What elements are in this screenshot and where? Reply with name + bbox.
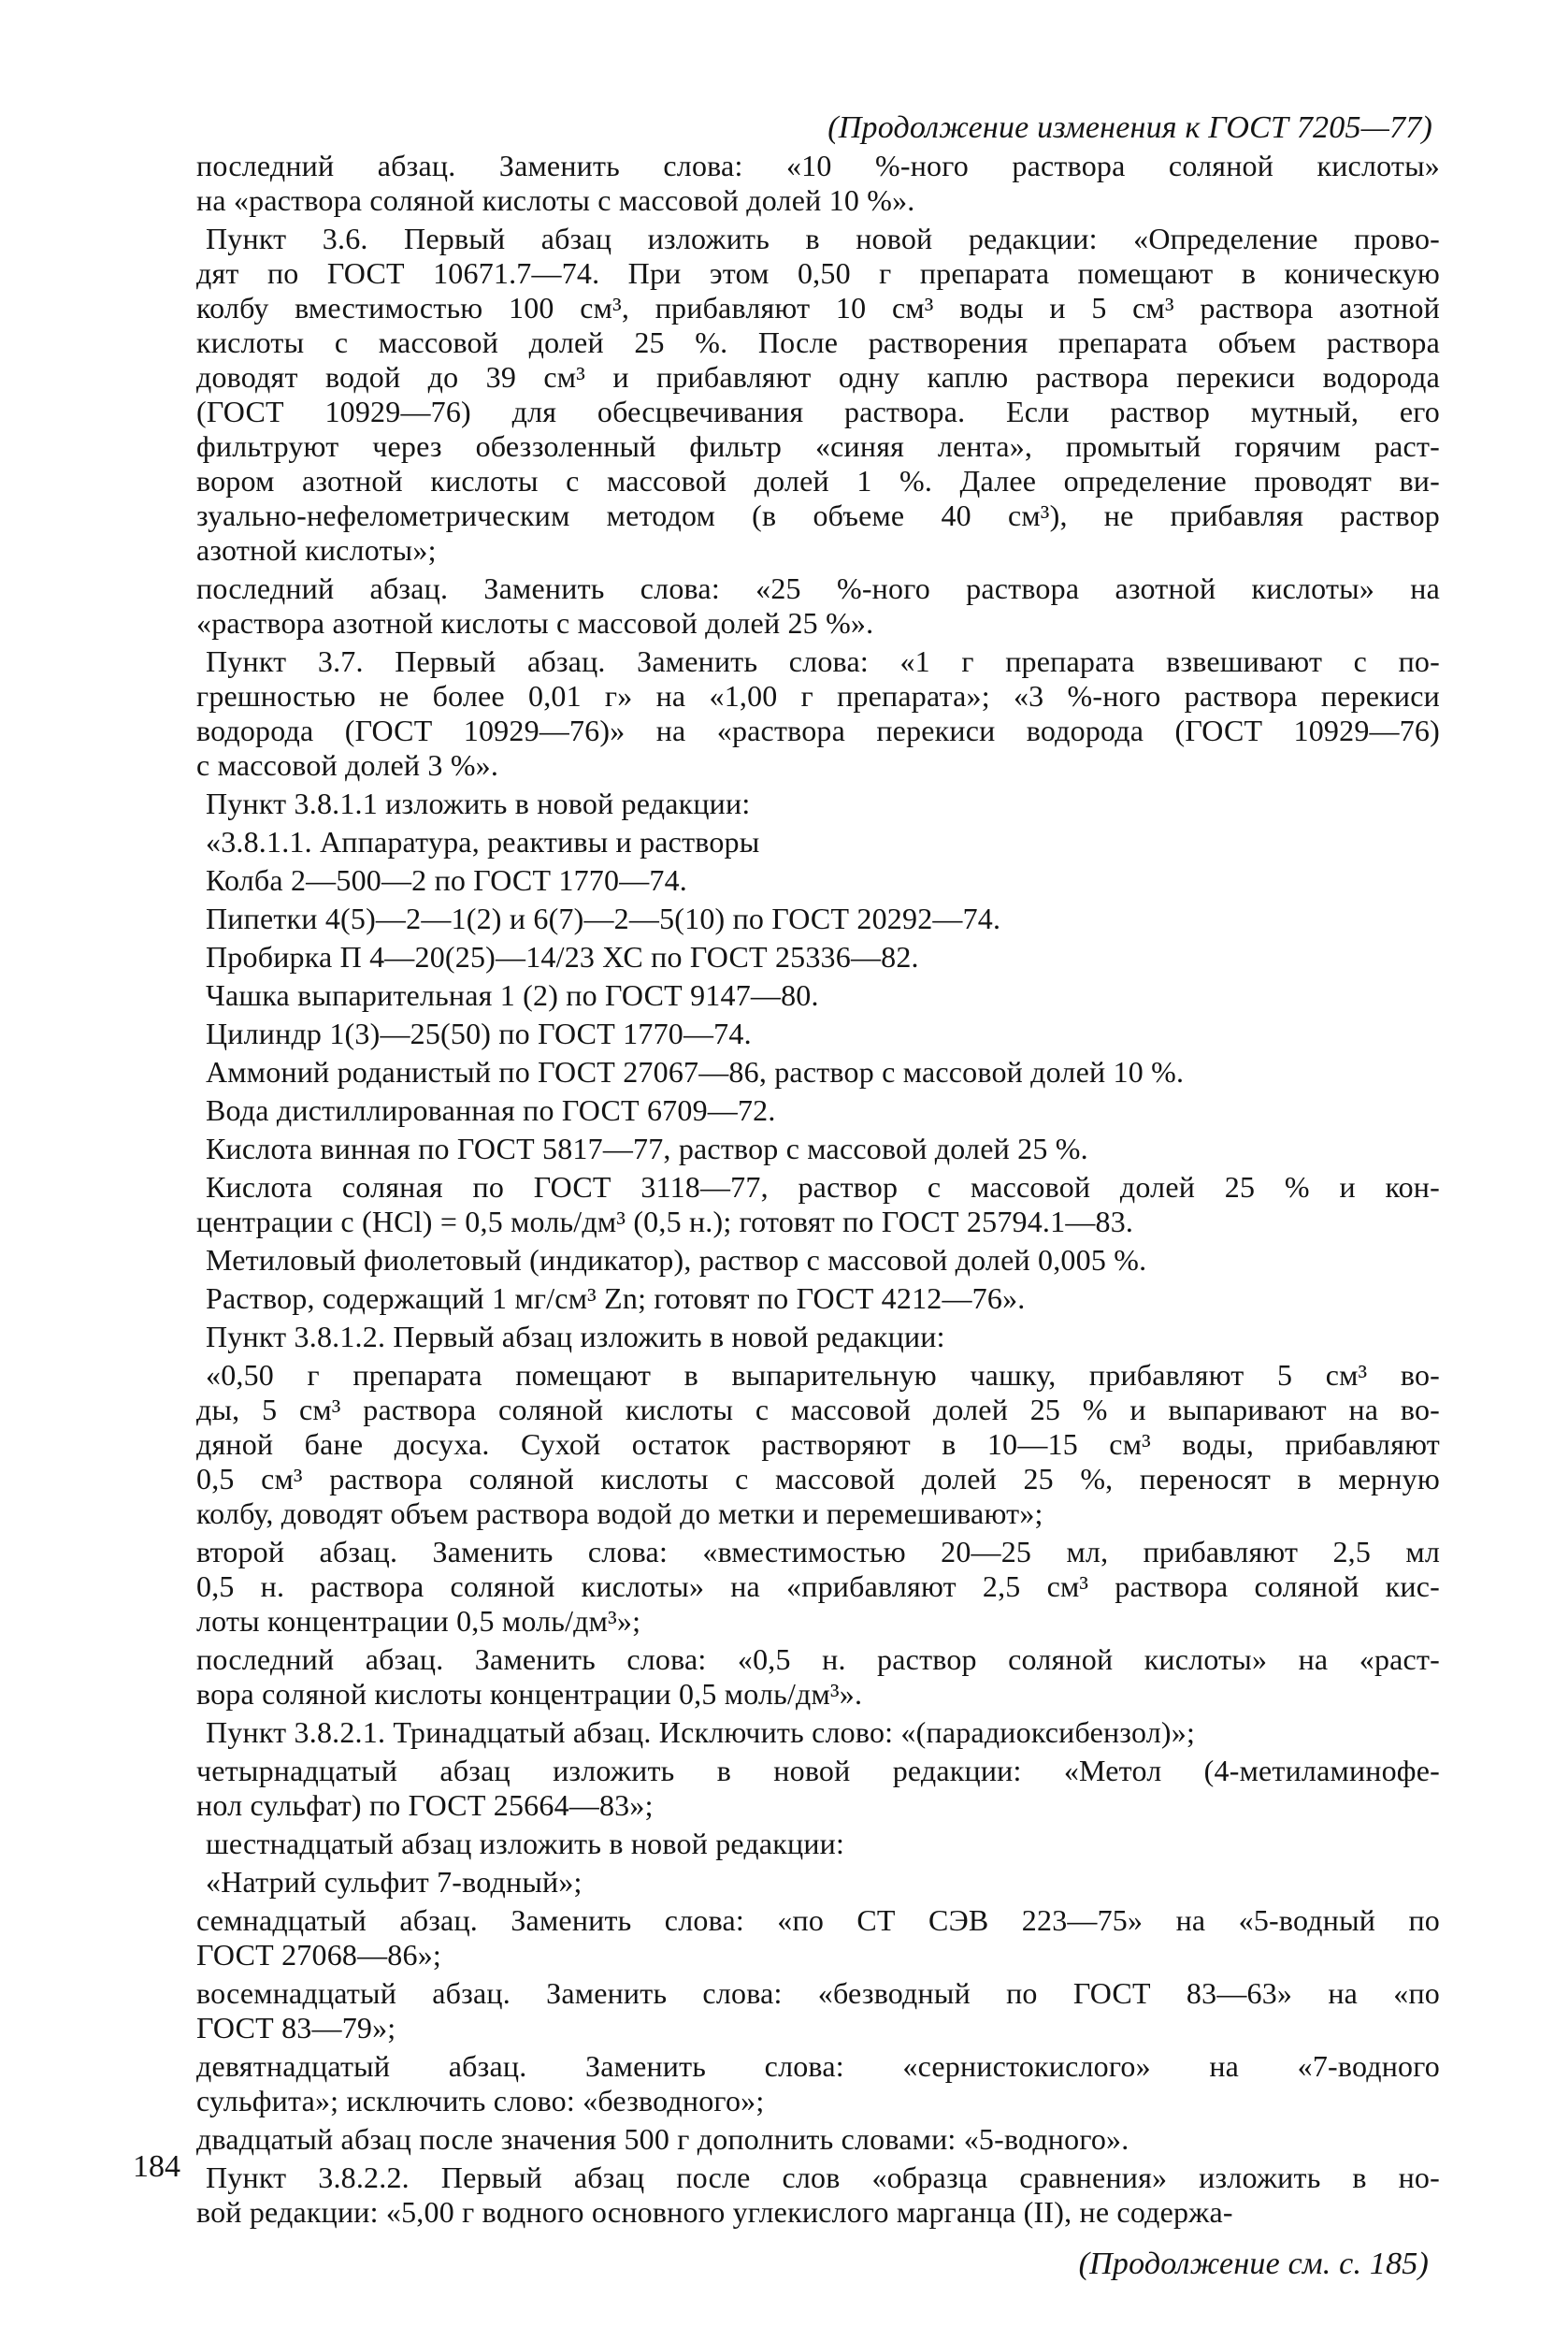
paragraph xyxy=(196,1976,1440,2045)
paragraph xyxy=(196,1642,1440,1712)
paragraph xyxy=(196,571,1440,641)
text-line: ГОСТ 27068—86»; xyxy=(196,1938,441,1972)
text-line: 0,5 см³ раствора соляной кислоты с массовой долей 25 %, переносят в мерную xyxy=(196,1462,1440,1496)
text-line: Аммоний роданистый по ГОСТ 27067—86, раствор с массовой долей 10 %. xyxy=(206,1055,1185,1089)
text-line: Пункт 3.6. Первый абзац изложить в новой редакции: «Определение прово- xyxy=(206,222,1440,255)
paragraph xyxy=(196,940,1440,975)
text-line: вора соляной кислоты концентрации 0,5 моль/дм³». xyxy=(196,1677,863,1711)
paragraph xyxy=(196,787,1440,821)
text-line: центрации с (HCl) = 0,5 моль/дм³ (0,5 н.); готовят по ГОСТ 25794.1—83. xyxy=(196,1205,1134,1238)
paragraph xyxy=(196,222,1440,568)
paragraph xyxy=(196,2160,1440,2230)
paragraph xyxy=(196,1132,1440,1166)
text-line: колбу вместимостью 100 см³, прибавляют 10 см³ воды и 5 см³ раствора азотной xyxy=(196,291,1440,325)
paragraph xyxy=(196,902,1440,936)
text-line: Пипетки 4(5)—2—1(2) и 6(7)—2—5(10) по ГОСТ 20292—74. xyxy=(206,902,1001,935)
text-line: 0,5 н. раствора соляной кислоты» на «прибавляют 2,5 см³ раствора соляной кис- xyxy=(196,1569,1440,1603)
text-line: Раствор, содержащий 1 мг/см³ Zn; готовят по ГОСТ 4212—76». xyxy=(206,1281,1026,1315)
text-line: нол сульфат) по ГОСТ 25664—83»; xyxy=(196,1788,654,1822)
text-line: Пункт 3.8.2.1. Тринадцатый абзац. Исключить слово: «(парадиоксибензол)»; xyxy=(206,1715,1196,1749)
paragraph xyxy=(196,825,1440,860)
text-line: лоты концентрации 0,5 моль/дм³»; xyxy=(196,1604,641,1638)
text-line: Пункт 3.8.2.2. Первый абзац после слов «образца сравнения» изложить в но- xyxy=(206,2160,1440,2194)
continuation-header: (Продолжение изменения к ГОСТ 7205—77) xyxy=(827,110,1432,145)
text-line: «Натрий сульфит 7-водный»; xyxy=(206,1865,583,1899)
text-line: грешностью не более 0,01 г» на «1,00 г препарата»; «3 %-ного раствора перекиси xyxy=(196,679,1440,713)
document-page xyxy=(196,110,1440,2281)
paragraph xyxy=(196,1715,1440,1750)
text-line: Кислота винная по ГОСТ 5817—77, раствор с массовой долей 25 %. xyxy=(206,1132,1088,1165)
text-line: второй абзац. Заменить слова: «вместимостью 20—25 мл, прибавляют 2,5 мл xyxy=(196,1535,1440,1568)
text-line: вором азотной кислоты с массовой долей 1 %. Далее определение проводят ви- xyxy=(196,464,1440,498)
text-line: четырнадцатый абзац изложить в новой редакции: «Метол (4-метиламинофе- xyxy=(196,1754,1440,1787)
text-line: Кислота соляная по ГОСТ 3118—77, раствор с массовой долей 25 % и кон- xyxy=(206,1170,1440,1204)
paragraph xyxy=(196,863,1440,898)
paragraph xyxy=(196,149,1440,218)
paragraph xyxy=(196,2049,1440,2118)
text-line: Пункт 3.8.1.1 изложить в новой редакции: xyxy=(206,787,751,820)
text-line: зуально-нефелометрическим методом (в объеме 40 см³), не прибавляя раствор xyxy=(196,499,1440,532)
text-line: азотной кислоты»; xyxy=(196,533,437,567)
paragraph xyxy=(196,1754,1440,1823)
paragraph xyxy=(196,1281,1440,1316)
text-line: последний абзац. Заменить слова: «0,5 н. раствор соляной кислоты» на «раст- xyxy=(196,1642,1440,1676)
document-body xyxy=(196,149,1440,2230)
paragraph xyxy=(196,2122,1440,2157)
text-line: кислоты с массовой долей 25 %. После растворения препарата объем раствора xyxy=(196,325,1440,359)
text-line: последний абзац. Заменить слова: «10 %-ного раствора соляной кислоты» xyxy=(196,149,1440,182)
text-line: восемнадцатый абзац. Заменить слова: «безводный по ГОСТ 83—63» на «по xyxy=(196,1976,1440,2010)
paragraph xyxy=(196,1903,1440,1973)
text-line: доводят водой до 39 см³ и прибавляют одну каплю раствора перекиси водорода xyxy=(196,360,1440,394)
text-line: «0,50 г препарата помещают в выпарительную чашку, прибавляют 5 см³ во- xyxy=(206,1358,1440,1392)
text-line: на «раствора соляной кислоты с массовой долей 10 %». xyxy=(196,183,915,217)
paragraph xyxy=(196,1865,1440,1900)
text-line: сульфита»; исключить слово: «безводного»; xyxy=(196,2084,765,2117)
text-line: Колба 2—500—2 по ГОСТ 1770—74. xyxy=(206,863,687,897)
paragraph xyxy=(196,1827,1440,1861)
text-line: Метиловый фиолетовый (индикатор), раствор с массовой долей 0,005 %. xyxy=(206,1243,1147,1277)
text-line: вой редакции: «5,00 г водного основного углекислого марганца (II), не содержа- xyxy=(196,2195,1233,2229)
text-line: с массовой долей 3 %». xyxy=(196,748,499,782)
text-line: Вода дистиллированная по ГОСТ 6709—72. xyxy=(206,1093,776,1127)
text-line: семнадцатый абзац. Заменить слова: «по СТ СЭВ 223—75» на «5-водный по xyxy=(196,1903,1440,1937)
text-line: водорода (ГОСТ 10929—76)» на «раствора перекиси водорода (ГОСТ 10929—76) xyxy=(196,714,1440,747)
paragraph xyxy=(196,1243,1440,1278)
text-line: Чашка выпарительная 1 (2) по ГОСТ 9147—80. xyxy=(206,978,819,1012)
text-line: колбу, доводят объем раствора водой до метки и перемешивают»; xyxy=(196,1496,1043,1530)
text-line: дяной бане досуха. Сухой остаток растворяют в 10—15 см³ воды, прибавляют xyxy=(196,1427,1440,1461)
text-line: ГОСТ 83—79»; xyxy=(196,2011,396,2045)
text-line: Пункт 3.8.1.2. Первый абзац изложить в новой редакции: xyxy=(206,1320,945,1353)
paragraph xyxy=(196,978,1440,1013)
text-line: девятнадцатый абзац. Заменить слова: «сернистокислого» на «7-водного xyxy=(196,2049,1440,2083)
paragraph xyxy=(196,1055,1440,1090)
text-line: «3.8.1.1. Аппаратура, реактивы и растворы xyxy=(206,825,760,859)
paragraph xyxy=(196,1093,1440,1128)
text-line: (ГОСТ 10929—76) для обесцвечивания раствора. Если раствор мутный, его xyxy=(196,395,1440,428)
text-line: двадцатый абзац после значения 500 г дополнить словами: «5-водного». xyxy=(196,2122,1129,2156)
text-line: «раствора азотной кислоты с массовой долей 25 %». xyxy=(196,606,874,640)
continuation-footer: (Продолжение см. с. 185) xyxy=(1078,2247,1429,2281)
text-line: Пункт 3.7. Первый абзац. Заменить слова: «1 г препарата взвешивают с по- xyxy=(206,644,1440,678)
paragraph xyxy=(196,644,1440,783)
text-line: фильтруют через обеззоленный фильтр «синяя лента», промытый горячим раст- xyxy=(196,429,1440,463)
text-line: Цилиндр 1(3)—25(50) по ГОСТ 1770—74. xyxy=(206,1017,752,1050)
paragraph xyxy=(196,1358,1440,1531)
paragraph xyxy=(196,1320,1440,1354)
paragraph xyxy=(196,1017,1440,1051)
text-line: ды, 5 см³ раствора соляной кислоты с массовой долей 25 % и выпаривают на во- xyxy=(196,1393,1440,1426)
text-line: шестнадцатый абзац изложить в новой редакции: xyxy=(206,1827,845,1860)
text-line: Пробирка П 4—20(25)—14/23 ХС по ГОСТ 25336—82. xyxy=(206,940,919,974)
page-number: 184 xyxy=(133,2149,180,2184)
paragraph xyxy=(196,1535,1440,1639)
paragraph xyxy=(196,1170,1440,1239)
text-line: последний абзац. Заменить слова: «25 %-ного раствора азотной кислоты» на xyxy=(196,571,1440,605)
text-line: дят по ГОСТ 10671.7—74. При этом 0,50 г препарата помещают в коническую xyxy=(196,256,1440,290)
